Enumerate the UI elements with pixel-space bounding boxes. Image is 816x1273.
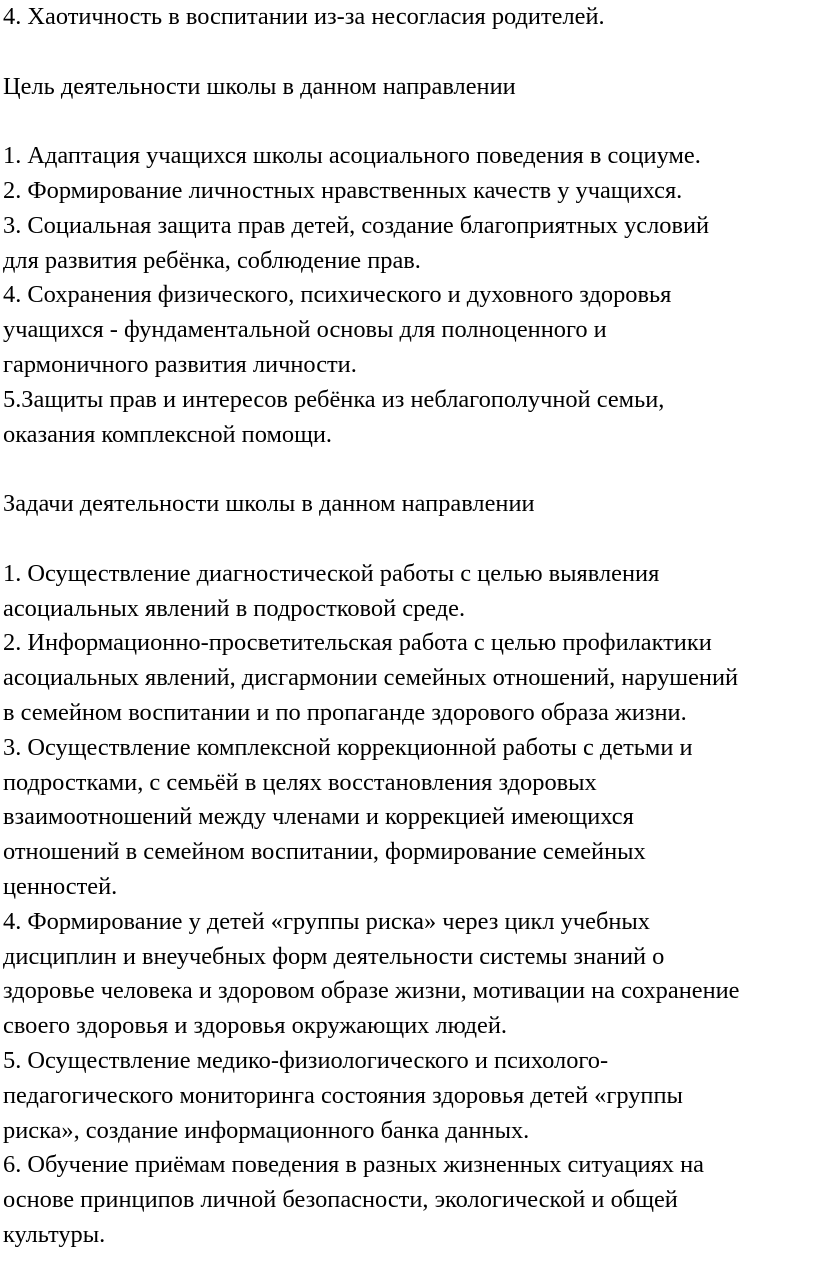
spacer bbox=[3, 452, 816, 487]
goal-item-line: 2. Формирование личностных нравственных качеств у учащихся. bbox=[3, 176, 683, 204]
goal-item bbox=[3, 383, 816, 453]
spacer bbox=[3, 104, 816, 139]
intro-item: 4. Хаотичность в воспитании из-за несогласия родителей. bbox=[3, 3, 605, 30]
task-item-line: риска», создание информационного банка данных. bbox=[3, 1116, 530, 1144]
task-item-line: дисциплин и внеучебных форм деятельности системы знаний о bbox=[3, 942, 665, 970]
task-item-line: 1. Осуществление диагностической работы с целью выявления bbox=[3, 559, 660, 587]
goal-list bbox=[3, 139, 816, 452]
goal-item-line: 1. Адаптация учащихся школы асоциального поведения в социуме. bbox=[3, 142, 701, 170]
task-item bbox=[3, 1148, 816, 1252]
goal-item bbox=[3, 209, 816, 279]
goal-item-line: 3. Социальная защита прав детей, создание благоприятных условий bbox=[3, 211, 710, 239]
task-item-line: взаимоотношений между членами и коррекцией имеющихся bbox=[3, 803, 634, 831]
goal-item-line: 4. Сохранения физического, психического и духовного здоровья bbox=[3, 281, 672, 309]
task-item bbox=[3, 626, 816, 730]
goal-heading: Цель деятельности школы в данном направлении bbox=[3, 72, 516, 100]
task-item-line: отношений в семейном воспитании, формирование семейных bbox=[3, 838, 646, 866]
task-item bbox=[3, 557, 816, 627]
task-item-line: в семейном воспитании и по пропаганде здорового образа жизни. bbox=[3, 698, 687, 726]
task-item-line: асоциальных явлений, дисгармонии семейных отношений, нарушений bbox=[3, 664, 739, 692]
task-item-line: педагогического мониторинга состояния здоровья детей «группы bbox=[3, 1081, 683, 1109]
goal-item bbox=[3, 139, 816, 174]
goal-item-line: учащихся - фундаментальной основы для полноценного и bbox=[3, 316, 607, 344]
task-item-line: ценностей. bbox=[3, 872, 118, 900]
task-item-line: здоровье человека и здоровом образе жизни, мотивации на сохранение bbox=[3, 977, 740, 1005]
goal-item-line: гармоничного развития личности. bbox=[3, 350, 357, 378]
task-list bbox=[3, 557, 816, 1253]
goal-item bbox=[3, 174, 816, 209]
spacer bbox=[3, 35, 816, 70]
task-item-line: 5. Осуществление медико-физиологического и психолого- bbox=[3, 1046, 609, 1074]
task-item-line: своего здоровья и здоровья окружающих людей. bbox=[3, 1012, 507, 1040]
task-item-line: 2. Информационно-просветительская работа с целью профилактики bbox=[3, 629, 712, 657]
task-item bbox=[3, 905, 816, 1044]
task-item-line: культуры. bbox=[3, 1220, 106, 1248]
goal-item-line: 5.Защиты прав и интересов ребёнка из неблагополучной семьи, bbox=[3, 385, 665, 413]
tasks-heading: Задачи деятельности школы в данном направлении bbox=[3, 490, 535, 518]
goal-item bbox=[3, 278, 816, 382]
task-item bbox=[3, 1044, 816, 1148]
task-item bbox=[3, 731, 816, 905]
task-item-line: 4. Формирование у детей «группы риска» через цикл учебных bbox=[3, 907, 651, 935]
goal-item-line: оказания комплексной помощи. bbox=[3, 420, 333, 448]
task-item-line: асоциальных явлений в подростковой среде. bbox=[3, 594, 466, 622]
task-item-line: 3. Осуществление комплексной коррекционной работы с детьми и bbox=[3, 733, 693, 761]
task-item-line: подростками, с семьёй в целях восстановления здоровых bbox=[3, 768, 597, 796]
goal-item-line: для развития ребёнка, соблюдение прав. bbox=[3, 246, 421, 274]
spacer bbox=[3, 522, 816, 557]
task-item-line: основе принципов личной безопасности, экологической и общей bbox=[3, 1186, 678, 1214]
task-item-line: 6. Обучение приёмам поведения в разных жизненных ситуациях на bbox=[3, 1151, 704, 1179]
